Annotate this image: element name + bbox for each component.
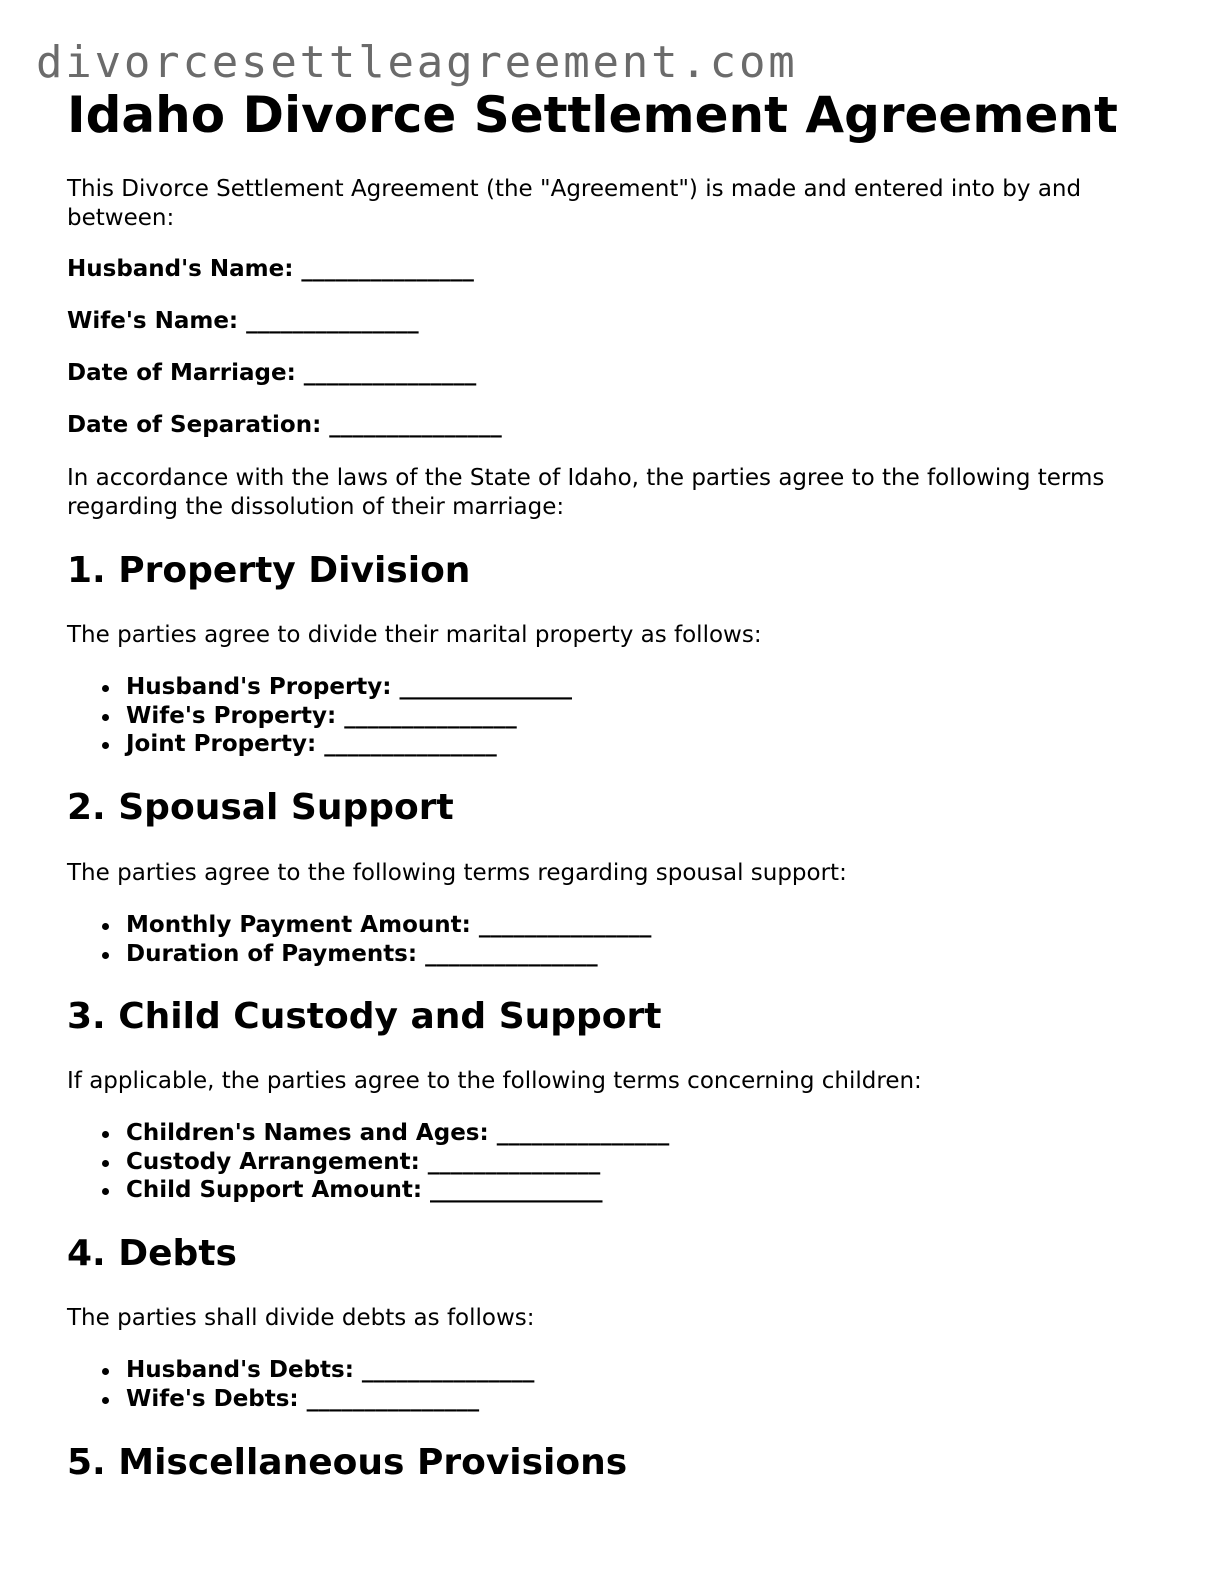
- list-item: Husband's Property: _______________: [67, 673, 572, 702]
- spousal-support-list: [67, 911, 651, 968]
- list-item: Husband's Debts: _______________: [67, 1356, 534, 1385]
- section-text-debts: The parties shall divide debts as follows:: [67, 1305, 535, 1331]
- list-item: Joint Property: _______________: [67, 730, 572, 759]
- section-heading-spousal-support: 2. Spousal Support: [67, 787, 454, 828]
- section-text-child-custody: If applicable, the parties agree to the following terms concerning children:: [67, 1068, 922, 1094]
- wife-name-field: Wife's Name: _______________: [67, 308, 419, 334]
- list-item: Child Support Amount: _______________: [67, 1176, 669, 1205]
- property-division-list: [67, 673, 572, 759]
- section-heading-debts: 4. Debts: [67, 1233, 237, 1274]
- date-of-separation-field: Date of Separation: _______________: [67, 412, 502, 438]
- section-heading-property-division: 1. Property Division: [67, 550, 471, 591]
- site-watermark: divorcesettleagreement.com: [36, 37, 798, 88]
- list-item: Monthly Payment Amount: _______________: [67, 911, 651, 940]
- list-item: Wife's Property: _______________: [67, 702, 572, 731]
- child-custody-list: [67, 1119, 669, 1205]
- debts-list: [67, 1356, 534, 1413]
- accordance-paragraph: In accordance with the laws of the State of Idaho, the parties agree to the following terms regarding the dissolution of their marriage:: [67, 465, 1105, 520]
- section-heading-miscellaneous: 5. Miscellaneous Provisions: [67, 1442, 628, 1483]
- list-item: Wife's Debts: _______________: [67, 1385, 534, 1414]
- intro-paragraph: This Divorce Settlement Agreement (the "Agreement") is made and entered into by and between:: [67, 176, 1082, 231]
- list-item: Children's Names and Ages: _______________: [67, 1119, 669, 1148]
- date-of-marriage-field: Date of Marriage: _______________: [67, 360, 477, 386]
- section-text-property-division: The parties agree to divide their marital property as follows:: [67, 622, 762, 648]
- list-item: Duration of Payments: _______________: [67, 940, 651, 969]
- document-title: Idaho Divorce Settlement Agreement: [67, 86, 1118, 144]
- list-item: Custody Arrangement: _______________: [67, 1148, 669, 1177]
- section-text-spousal-support: The parties agree to the following terms regarding spousal support:: [67, 860, 847, 886]
- section-heading-child-custody: 3. Child Custody and Support: [67, 996, 662, 1037]
- husband-name-field: Husband's Name: _______________: [67, 256, 474, 282]
